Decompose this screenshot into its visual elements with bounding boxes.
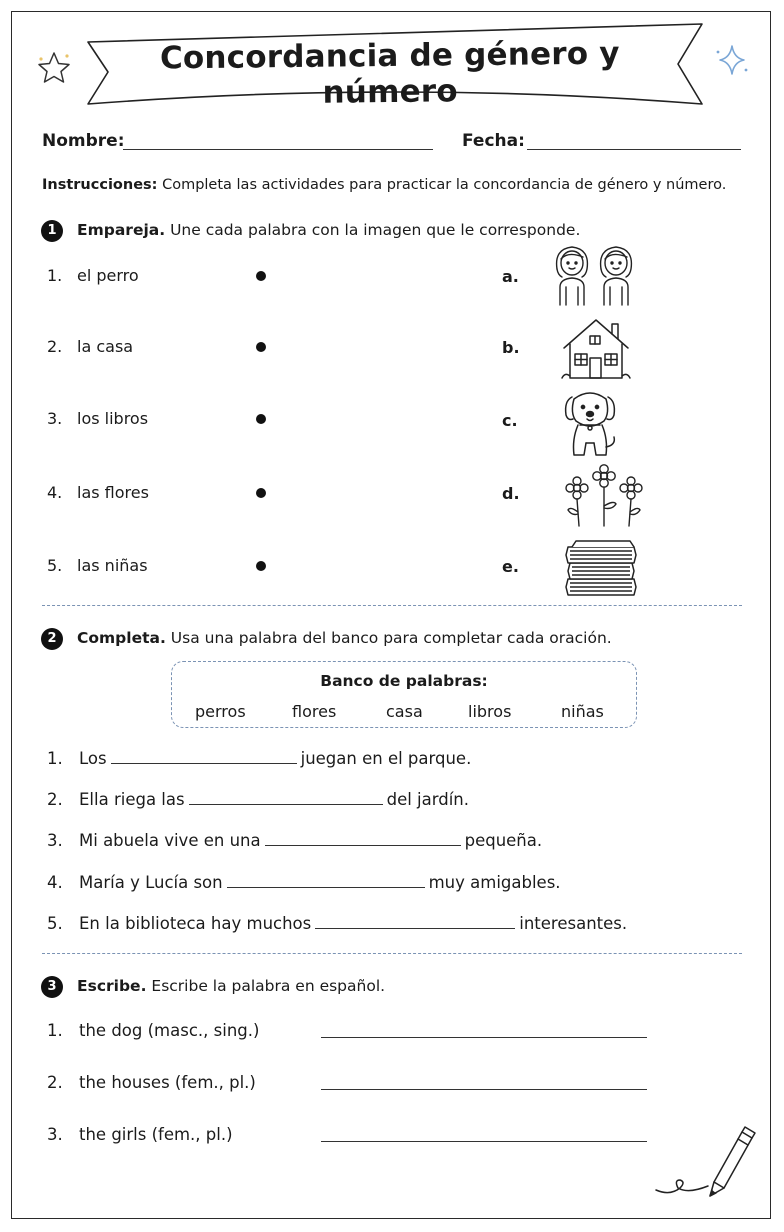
- section-2-text: Usa una palabra del banco para completar cada oración.: [170, 629, 612, 647]
- choice-letter: e.: [502, 557, 519, 576]
- date-label: Fecha:: [462, 131, 525, 151]
- match-item: 1. el perro: [47, 266, 139, 285]
- section-2-heading: [77, 629, 612, 647]
- answer-blank[interactable]: [111, 749, 297, 764]
- word-bank: [171, 661, 637, 728]
- instructions: [42, 177, 726, 193]
- match-item: 3. los libros: [47, 409, 149, 428]
- fill-sentence: 1. Los juegan en el parque.: [47, 749, 472, 768]
- section-1-title: Empareja.: [77, 221, 166, 239]
- dog-icon[interactable]: [560, 387, 620, 461]
- match-dot[interactable]: [256, 488, 266, 498]
- choice-letter: b.: [502, 338, 520, 357]
- fill-sentence: 5. En la biblioteca hay muchos interesantes.: [47, 914, 628, 933]
- choice-letter: c.: [502, 411, 518, 430]
- match-dot[interactable]: [256, 342, 266, 352]
- fill-sentence: 4. María y Lucía son muy amigables.: [47, 873, 561, 892]
- match-item: 5. las niñas: [47, 556, 148, 575]
- pencil-icon: [652, 1122, 756, 1202]
- section-1-number: 1: [41, 220, 63, 242]
- section-3-title: Escribe.: [77, 977, 147, 995]
- instructions-label: Instrucciones:: [42, 177, 158, 193]
- house-icon[interactable]: [560, 316, 632, 382]
- instructions-text: Completa las actividades para practicar la concordancia de género y número.: [162, 177, 727, 193]
- section-2-title: Completa.: [77, 629, 166, 647]
- translate-item: 2. the houses (fem., pl.): [47, 1073, 256, 1092]
- translate-item: 1. the dog (masc., sing.): [47, 1021, 260, 1040]
- date-field[interactable]: [527, 149, 741, 150]
- name-label: Nombre:: [42, 131, 125, 151]
- choice-letter: d.: [502, 484, 520, 503]
- section-1-heading: [77, 221, 580, 239]
- section-3-number: 3: [41, 976, 63, 998]
- section-2-number: 2: [41, 628, 63, 650]
- answer-line[interactable]: [321, 1141, 647, 1142]
- match-dot[interactable]: [256, 561, 266, 571]
- books-icon[interactable]: [562, 537, 640, 597]
- bank-word: niñas: [561, 702, 604, 721]
- page-title: Concordancia de género y número: [159, 35, 620, 111]
- name-field[interactable]: [123, 149, 433, 150]
- section-3-heading: [77, 977, 385, 995]
- answer-blank[interactable]: [315, 914, 515, 929]
- bank-word: flores: [292, 702, 337, 721]
- section-1-text: Une cada palabra con la imagen que le corresponde.: [170, 221, 581, 239]
- word-bank-title: Banco de palabras:: [320, 672, 488, 690]
- bank-word: perros: [195, 702, 246, 721]
- star-outline-icon: [36, 50, 72, 86]
- fill-sentence: 3. Mi abuela vive en una pequeña.: [47, 831, 543, 850]
- translate-item: 3. the girls (fem., pl.): [47, 1125, 233, 1144]
- answer-line[interactable]: [321, 1037, 647, 1038]
- match-dot[interactable]: [256, 414, 266, 424]
- bank-word: libros: [468, 702, 512, 721]
- answer-blank[interactable]: [265, 831, 461, 846]
- match-item: 4. las flores: [47, 483, 149, 502]
- choice-letter: a.: [502, 267, 519, 286]
- answer-line[interactable]: [321, 1089, 647, 1090]
- two-girls-icon[interactable]: [548, 243, 640, 309]
- match-dot[interactable]: [256, 271, 266, 281]
- answer-blank[interactable]: [227, 873, 425, 888]
- section-divider: [42, 605, 742, 606]
- fill-sentence: 2. Ella riega las del jardín.: [47, 790, 469, 809]
- bank-word: casa: [386, 702, 423, 721]
- sparkle-icon: [712, 42, 750, 78]
- flowers-icon[interactable]: [562, 462, 648, 530]
- answer-blank[interactable]: [189, 790, 383, 805]
- section-divider: [42, 953, 742, 954]
- section-3-text: Escribe la palabra en español.: [151, 977, 386, 995]
- match-item: 2. la casa: [47, 337, 134, 356]
